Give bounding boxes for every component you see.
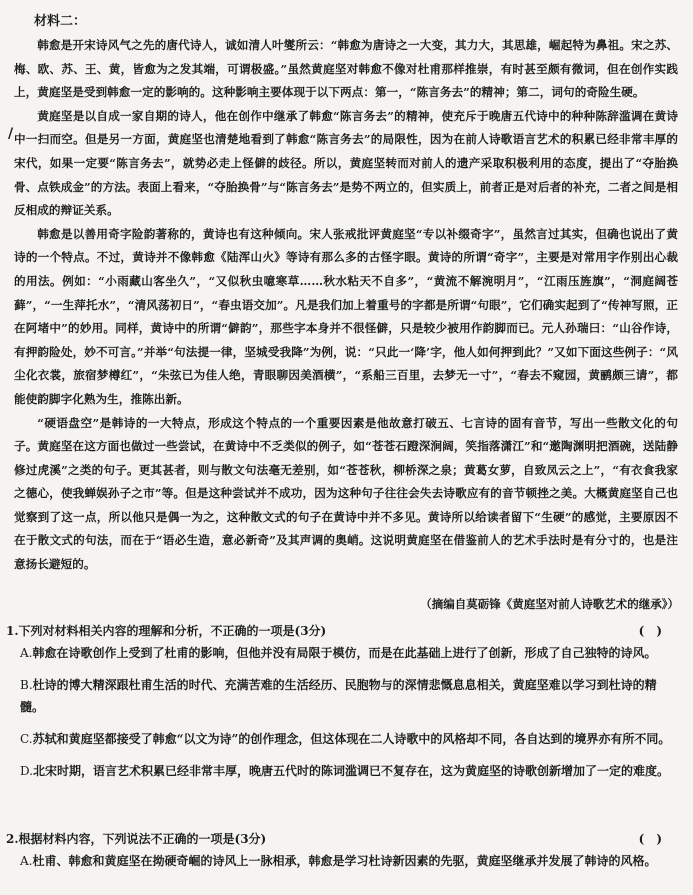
passage-paragraph-3: 韩愈是以善用奇字险韵著称的，黄诗也有这种倾向。宋人张戒批评黄庭坚“专以补缀奇字”，虽然言过其实，但确也说出了黄诗的一个特点。不过，黄诗并不像韩愈《陆浑山火》等诗有那么多的古怪字眼。黄诗的所谓“奇字”，主要是对常用字作别出心裁的用法。例如：“小雨藏山客坐久”，“又似秋虫噫寒草……秋水粘天不自多”，“黄流不解涴明月”，“江雨压旌旗”，“洞庭阔苍藓”，“一生萍托水”，“清风荡初日”，“春虫语交加”。凡是我们加上着重号的字都是所谓“句眼”，它们确实起到了“传神写照，正在阿堵中”的妙用。同样，黄诗中的所谓“僻韵”，那些字本身并不很怪僻，只是较少被用作韵脚而已。元人孙瑞曰：“山谷作诗，有押韵险处，妙不可言。”并举“句法提一律，坚城受我降”为例，说：“只此一‘降’字，他人如何押到此？”又如下面这些例子：“风尘化衣裳，旅宿梦樽红”，“朱弦已为佳人绝，青眼聊因美酒横”，“系船三百里，去梦无一寸”，“春去不窥园，黄鹂颇三请”，都能使韵脚字化熟为生，推陈出新。 — [14, 226, 678, 406]
question-1-option-c[interactable] — [6, 728, 680, 750]
option-label: D. — [20, 764, 34, 778]
question-1-option-d[interactable] — [6, 760, 680, 782]
question-2-answer-paren[interactable]: () — [638, 832, 674, 846]
question-2-option-a[interactable] — [6, 850, 680, 872]
option-text: 北宋时期，语言艺术积累已经非常丰厚，晚唐五代时的陈词滥调已不复存在，这为黄庭坚的诗歌创新增加了一定的难度。 — [33, 764, 670, 778]
option-label: A. — [20, 646, 33, 660]
option-label: B. — [20, 678, 33, 692]
question-1-answer-paren[interactable]: () — [638, 624, 674, 638]
option-text: 杜诗的博大精深跟杜甫生活的时代、充满苦难的生活经历、民胞物与的深情悲慨息息相关，黄庭坚难以学习到杜诗的精髓。 — [20, 678, 657, 714]
margin-pen-mark: / — [8, 126, 14, 142]
option-label: A. — [20, 854, 33, 868]
option-text: 杜甫、韩愈和黄庭坚在拗硬奇崛的诗风上一脉相承，韩愈是学习杜诗新因素的先驱，黄庭坚继承并发展了韩诗的风格。 — [32, 854, 657, 868]
passage-paragraph-1: 韩愈是开宋诗风气之先的唐代诗人，诚如清人叶燮所云：“韩愈为唐诗之一大变，其力大，其思雄，崛起特为鼻祖。宋之苏、梅、欧、苏、王、黄，皆愈为之发其端，可谓极盛。”虽然黄庭坚对韩愈不像对杜甫那样推崇，有时甚至颇有微词，但在创作实践上，黄庭坚是受到韩愈一定的影响的。这种影响主要体现于以下两点：第一，“陈言务去”的精神；第二，词句的奇险生硬。 — [14, 38, 678, 100]
question-2-stem: 2.根据材料内容，下列说法不正确的一项是(3分) — [6, 832, 267, 846]
question-1 — [6, 620, 680, 792]
option-label: C. — [20, 732, 33, 746]
question-1-option-b[interactable] — [6, 674, 680, 718]
passage-paragraph-2: 黄庭坚是以自成一家自期的诗人，他在创作中继承了韩愈“陈言务去”的精神，使充斥于晚唐五代诗中的种种陈辞滥调在黄诗中一扫而空。但是另一方面，黄庭坚也清楚地看到了韩愈“陈言务去”的局限性，因为在前人诗歌语言艺术的积累已经非常丰厚的宋代，如果一定要“陈言务去”，就势必走上怪僻的歧径。所以，黄庭坚转而对前人的遗产采取积极利用的态度，提出了“夺胎换骨、点铁成金”的方法。表面上看来，“夺胎换骨”与“陈言务去”是势不两立的，但实质上，前者正是对后者的补充，二者之间是相反相成的辩证关系。 — [14, 108, 678, 218]
material-passage — [14, 34, 678, 577]
question-2 — [6, 828, 680, 882]
passage-source: （摘编自莫砺锋《黄庭坚对前人诗歌艺术的继承》） — [420, 597, 679, 611]
option-text: 苏轼和黄庭坚都接受了韩愈“以文为诗”的创作理念，但这体现在二人诗歌中的风格却不同，各自达到的境界亦有所不同。 — [32, 732, 671, 746]
passage-paragraph-4: “硬语盘空”是韩诗的一大特点，形成这个特点的一个重要因素是他故意打破五、七言诗的固有音节，写出一些散文化的句子。黄庭坚在这方面也做过一些尝试，在黄诗中不乏类似的例子，如“苍苍石蹬深涧阔，笑指落潇江”和“邀陶渊明把酒碗，送陆静修过虎溪”之类的句子。更其甚者，则与散文句法毫无差别，如“苍苍秋，柳桥深之泉；黄葛女萝，自致凤云之上”，“有衣食我家之德心，使我蝉娱孙子之市”等。但是这种尝试并不成功，因为这种句子往往会失去诗歌应有的音节顿挫之美。大概黄庭坚自己也觉察到了这一点，所以他只是偶一为之，这种散文式的句子在黄诗中并不多见。黄诗所以给读者留下“生硬”的感觉，主要原因不在于散文式的句法，而在于“语必生造，意必新奇”及其声调的奥峭。这说明黄庭坚在借鉴前人的艺术手法时是有分寸的，也是注意扬长避短的。 — [14, 415, 678, 572]
option-text: 韩愈在诗歌创作上受到了杜甫的影响，但他并没有局限于模仿，而是在此基础上进行了创新，形成了自己独特的诗风。 — [32, 646, 657, 660]
question-1-option-a[interactable] — [6, 642, 680, 664]
material-title: 材料二： — [34, 14, 87, 29]
question-1-stem: 1.下列对材料相关内容的理解和分析，不正确的一项是(3分) — [6, 624, 327, 638]
